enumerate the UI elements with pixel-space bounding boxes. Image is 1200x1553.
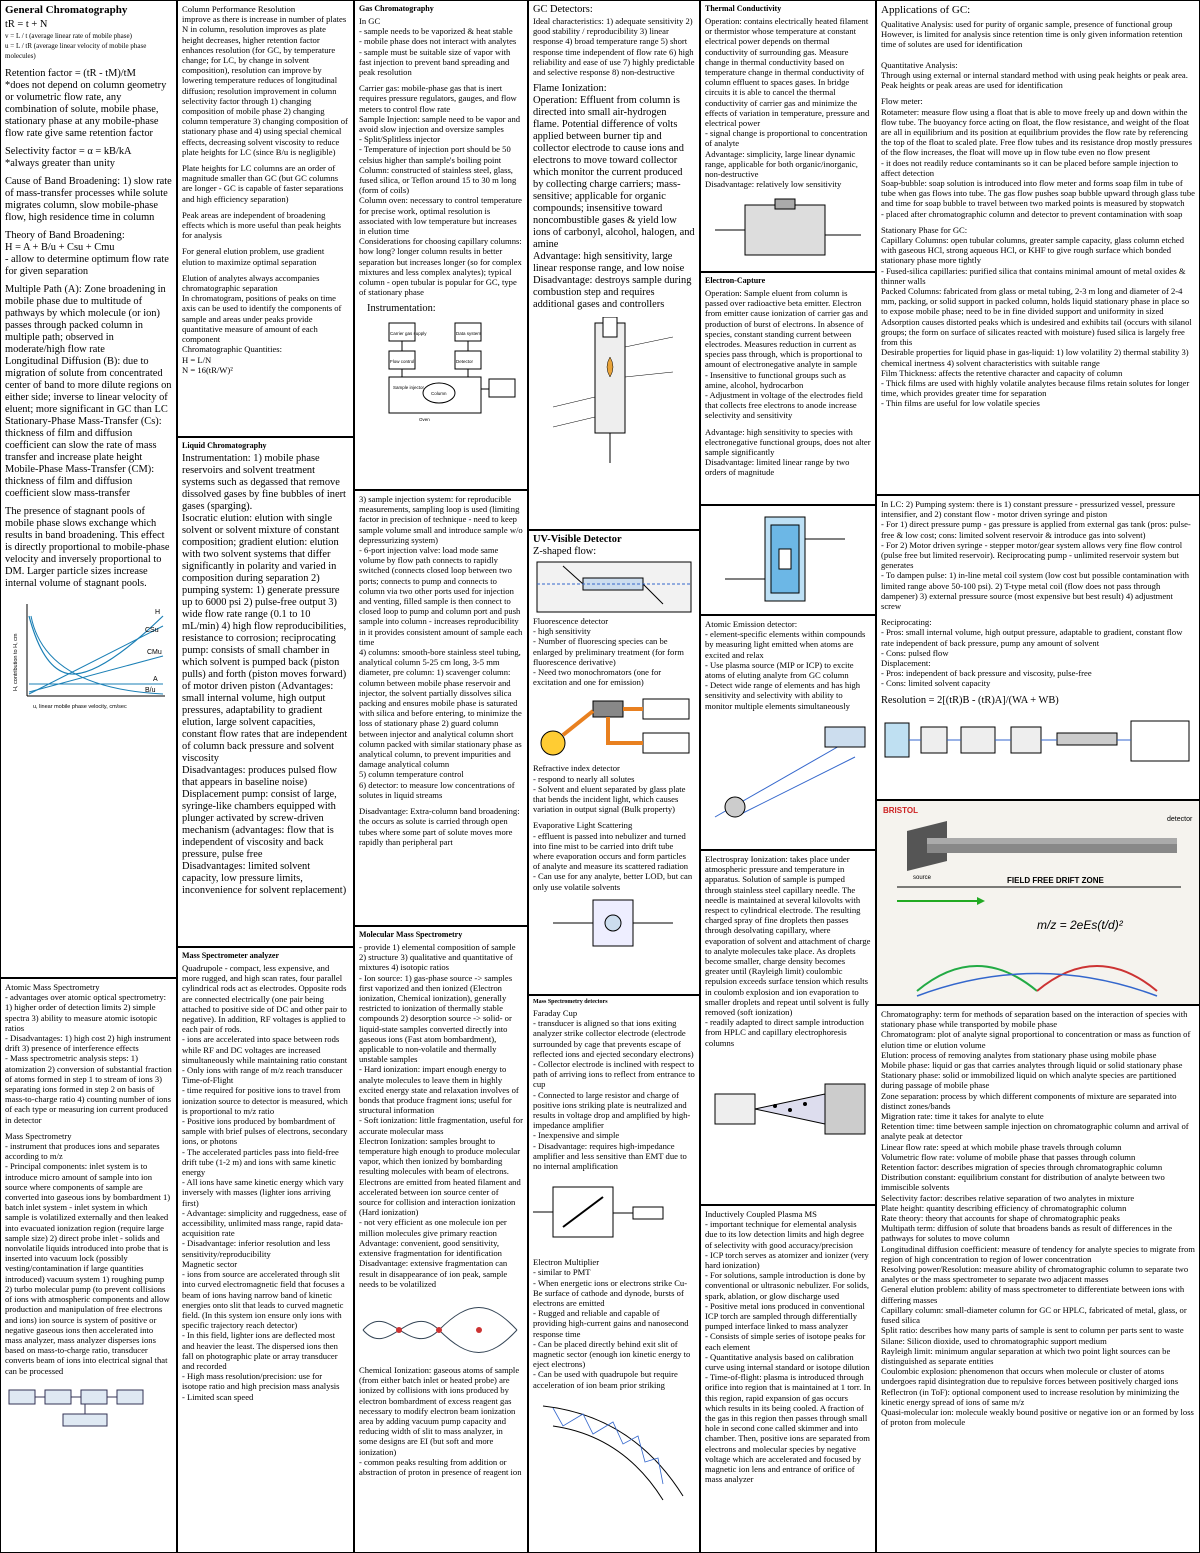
stationary-phase-text: Stationary Phase for GC: Capillary Columns: open tubular columns, greater sample capacity, glass column etched with gaseous HCl, strong aqueous HCl, or KHF to give rough surface which bonded stationary phase more tightly - Fused-silica capillaries: purified silica that contains minimal amount of metal oxides & thinner walls Packed Columns: fabricated from glass or metal tubing, 2-3 m long and diameter of 2-4 mm, packing, or solid support in packed column, holds liquid stationary phase in place so to expose mobile phase; need to be in fine divided support and uniformity in sized Adsorption causes distorted peaks which is undesired and exhibits tail (occurs with silanol groups; the form on surface of silicates reacted with moisture) fused silica is largely free from this Desirable properties for liquid phase in gas-liquid: 1) low volatility 2) thermal stability 3) chemical inertness 4) solvent characteristics with suitable range Film Thickness: affects the retentive character and capacity of column - Thick films are used with highly volatile analytes because films retain solutes for longer time, which provides greater time for separation - Thin films are useful for low volatile species [881,224,1192,409]
uv-detector-subtitle: Z-shaped flow: [533,546,597,557]
glossary-text: Chromatography: term for methods of separation based on the interaction of species with stationary phase while transported by mobile phase Chromatogram: plot of analyte signal proportional to concentration or mass as function of elution time or elution volume Elution: process of removing analytes from stationary phase using mobile phase Mobile phase: liquid or gas that carries analytes through liquid or solid stationary phase Stationary phase: solid or immobilized liquid on which analyte species are partitioned during passage of mobile phase Zone separation: process by which different components of mixture are separated into distinct zones/bands Migration rate: time it takes for analyte to elute Retention time: time between sample injection on chromatographic column and arrival of analyte peak at detector Linear flow rate: speed at which mobile phase travels through column Volumetric flow rate: volume of mobile phase that passes through column Retention factor: describes migration of species through chromatographic column Distribution constant: equilibrium constant for distribution of analyte between two immiscible solvents Selectivity factor: describes relative separation of two analytes in mixture Plate height: quantity describing efficiency of chromatographic column Rate theory: theory that accounts for shape of chromatographic peaks Multipath term: diffusion of solute that broadens bands as result of differences in the pathways for solutes to move column Longitudinal diffusion coefficient: measure of tendency for analyte species to migrate from region of high concentration to region of lower concentration Resolving power/Resolution: measure ability of chromatographic column to separate two analytes or the mass spectrometer to separate two adjacent masses General elution problem: ability of mass spectrometer to differentiate between ions with differing masses Capillary column: small-diameter column for GC or HPLC, fabricated of metal, glass, or fused silica Split ratio: describes how many parts of sample is sent to column per parts sent to waste Silane: Silicon dioxide, used to chromatographic support medium Rayleigh limit: minimum angular separation at which two point light sources can be distinguished as separate entities Coulombic explosion: phenomenon that occurs when molecule or cluster of atoms undergoes rapid disintegration due to repulsive forces between positively charged ions Reflectron (in ToF): optional component used to increase resolution by minimizing the kinetic energy spread of ions of same m/z Quasi-molecular ion: molecule weakly bound positive or negative ion or an formed by loss of proton from molecule [881,1009,1195,1428]
eq-line-1: tR = t + N [5,19,48,30]
thermal-conductivity-title: Thermal Conductivity [705,4,782,13]
fluorescence-text: Fluorescence detector - high sensitivity - Number of fluorescing species can be enlarged by preliminary treatment (for form fluorescence derivative) - Need two monochromators (one for excitation and one for emission) [533,616,684,688]
gc-diagram-column: Column [431,391,447,397]
lc-flow-schematic [881,713,1195,773]
tof-drift-figure [877,801,1200,1005]
gc-diagram-flow: Flow control [390,359,415,365]
retention-factor-text: Retention factor = (tR - tM)/tM *does not depend on column geometry or volumetric flow rate, any combination of solute, mobile phase, stationary phase at any mobile-phase flow rate give same retention factor [5,67,167,139]
column-performance-panel [177,0,354,437]
atomic-ms-text: Atomic Mass Spectrometry - advantages over atomic optical spectrometry: 1) higher order of detection limits 2) simple spectra 3) ability to measure atomic isotopic ratios - Disadvantages: 1) high cost 2) high instrument drift 3) presence of interference effects - Mass spectrometric analysis steps: 1) atomization 2) conversion of substantial fraction of atoms formed in step 1 to stream of ions 3) separating ions formed in step 2 on basis of mass-to-charge ratio 4) counting number of ions of each type or measuring ion current produced in detector [5,982,172,1125]
refractive-index-text: Refractive index detector - respond to nearly all solutes - Solvent and eluent separated by glass plate that bends the incident light, which causes variation in output signal (Bulk property) [533,763,686,815]
band-broadening-theory: Theory of Band Broadening: H = A + B/u + Csu + Cmu - allow to determine optimum flow rate for given separation [5,229,169,277]
faraday-cup-diagram [533,1177,695,1257]
lc-disadvantage-text: Disadvantage: Extra-column band broadening: the occurs as solute is carried through open tubes where some part of solute moves more rapidly than peripheral part [359,806,520,847]
vd-label-csu: CSu [145,626,159,634]
electrospray-text: Electrospray Ionization: takes place under atmospheric pressure and temperature in apparatus. Solution of sample is pumped through stainless steel capillary needle. The needle is maintained at several kilovolts with respect to cylindrical electrode. The resulting charged spray of fine droplets then passes through desolvating capillary, where evaporation of solvent and attachment of charge to analyte molecules take place. As droplets become smaller, charge density becomes greater until (Rayleigh limit) coulombic repulsion exceeds surface tension which results in coulomb explosion and ion evaporation to smaller droplets and repeat until solvent is fully removed (soft ionization) - readily adapted to direct sample introduction from HPLC and capillary electrophoresis columns [705,854,871,1048]
general-chromatography-title: General Chromatography [5,4,128,16]
lc-pumping-text: In LC: 2) Pumping system: there is 1) constant pressure - pressurized vessel, pressure intensifier, and 2) constant flow - motor driven syringe and piston - For 1) direct pressure pump - gas pressure is applied from external gas tank (pros: pulse-free & low cost; cons: limited solvent reservoir & introduce gas into solvent) - For 2) Motor driven syringe - stepper motor/gear system allows very fine flow control (pulse free but limited reservoir). Reciprocating pump - unlimited reservoir system but generates - To dampen pulse: 1) in-line metal coil system (low cost but possible contamination with limited range above 50-100 psi). 2) T-type metal coil (flow does not pass through dampener) 3) external pressure source (most expensive but best result) 4) adjustment screw [881,499,1191,612]
gc-instrument-diagram [359,317,523,427]
molecular-ms-title: Molecular Mass Spectrometry [359,930,463,939]
vd-label-bu: B/u [145,686,156,694]
band-broadening-cause: Cause of Band Broadening: 1) slow rate of mass-transfer processes while solute migrates column, slow mobile-phase flow, high residence time in column [5,175,172,223]
ms-detectors-title: Mass Spectrometry detectors [533,999,608,1005]
gc-applications-title: Applications of GC: [881,4,971,16]
mass-analyzer-text: Quadrupole - compact, less expensive, and more rugged, and high scan rates, four parallel cylindrical rods act as electrodes. Opposite rods are connected electrically (one pair being attached to positive side of DC and other pair to negative). In addition, RF voltages is applied to each pair of rods. - ions are accelerated into space between rods while RF and DC voltages are increased simultaneously while maintaining ratio constant - Only ions with range of m/z reach transducer Time-of-Flight - time required for positive ions to travel from ionization source to detector is measured, which is proportional to m/z ratio - Positive ions produced by bombardment of sample with brief pulses of electrons, secondary ions, or photons - The accelerated particles pass into field-free drift tube (1-2 m) and ions with same kinetic energy - All ions have same kinetic energy which vary inversely with masses (lighter ions arriving first) - Advantage: simplicity and ruggedness, ease of accessibility, unlimited mass range, rapid data-acquisition rate - Disadvantage: inferior resolution and less sensitivity/reproducibility Magnetic sector - ions from source are accelerated through slit into curved electromagnetic field that focuses a beam of ions having narrow band of kinetic energies onto slit that leads to curved magnetic field. (In this system ion ensure only ions with specific trajectory reach detector) - In this field, lighter ions are deflected most and heavier the least. The dispersed ions then fall on photographic plate or array transducer and recorded - High mass resolution/precision: use for isotope ratio and high precision mass analysis - Limited scan speed [182,963,348,1402]
gradient-elution-text: For general elution problem, use gradient elution to maximize optimal separation [182,246,325,267]
uv-detector-panel [528,530,700,995]
glossary-panel [876,1005,1200,1553]
ms-detectors-panel [528,995,700,1553]
fid-diagram [533,317,695,467]
electron-capture-adv-text: Advantage: high sensitivity to species with electronegative functional groups, does not alter sample significantly Disadvantage: limited linear range by two orders of magnitude [705,426,871,478]
mass-analyzer-panel [177,947,354,1553]
esi-diagram [705,1054,871,1174]
gc-applications-text: Qualitative Analysis: used for purity of organic sample, presence of functional group However, is limited for analysis since retention time is only given information retention time of solutes are used for identification Quantitative Analysis: Through using external or internal standard method with using peak heights or peak area. Peak heights or peak areas are used for identification [881,19,1188,91]
faraday-cup-text: Faraday Cup - transducer is aligned so that ions exiting analyzer strike collector electrode (electrode surrounded by cage that prevents escape of reflected ions and ejected secondary electrons) - Collector electrode is inclined with respect to path of arriving ions to reflect from entrance to cup - Connected to large resistor and charge of positive ions striking plate is neutralized and results in voltage drop and amplified by high-impedance amplifier - Inexpensive and simple - Disadvantage: requires high-impedance amplifier and less sensitive than EMT due to no internal amplification [533,1008,695,1172]
vd-label-a: A [153,675,158,683]
vd-xlabel: u, linear mobile phase velocity, cm/sec [33,703,127,710]
liquid-chromatography-panel [177,437,354,947]
selectivity-text: Selectivity factor = α = kB/kA *always greater than unity [5,145,132,169]
vd-ylabel: H, contribution to H, cm [13,633,19,691]
molecular-ms-text: - provide 1) elemental composition of sample 2) structure 3) qualitative and quantitative of mixtures 4) isotopic ratios - Ion source: 1) gas-phase source -> samples first vaporized and then ionized (Electron ionization, Chemical ionization), generally restricted to ionization of thermally stable compounds 2) desorption source -> solid- or liquid-state samples converted directly into gaseous ions (Fast atom bombardment), applicable to non-volatile and thermally unstable samples - Hard ionization: impart enough energy to analyte molecules to leave them in highly excited energy state and relaxation involves of bonds that produce fragment ions; useful for structural information - Soft ionization: little fragmentation, useful for accurate molecular mass Electron Ionization: samples brought to temperature high enough to produce molecular vapor, which then ionized by bombarding resulting molecules with beam of electrons. Electrons are emitted from heated filament and accelerated between ion source center of source for collision and interaction ionization (Hard ionization) - not very efficient as one molecule ion per million molecules give primary reaction Advantage: convenient, good sensitivity, extensive fragmentation for identification Disadvantage: extensive fragmentation can result in disappearance of ion peak, sample needs to be volatilized [359,942,523,1289]
uv-detector-title: UV-Visible Detector [533,534,622,545]
gc-diagram-data: Data system [456,331,482,337]
stagnant-pools-text: The presence of stagnant pools of mobile phase slows exchange which results in band broadening. This effect is directly proportional to mobile-phase velocity and inversely proportional to DM. Larger particle sizes increase internal volume of stagnant pools. [5,505,170,589]
gc-detectors-text: Ideal characteristics: 1) adequate sensitivity 2) good stability / reproducibility 3) linear response 4) broad temperature range 5) short response time independent of flow rate 6) high reliability and ease of use 7) highly predictable and selective response 8) non-destructive [533,16,695,78]
lc-instrumentation-text: Instrumentation: 1) mobile phase reservoirs and solvent treatment systems such as degassed that remove dissolved gases by fine bubbles of inert gases (sparging). Isocratic elution: elution with single solvent or solvent mixture of constant composition; gradient elution: elution with two solvent systems that differ significantly in polarity and varied in composition during separation 2) pumping system: 1) generate pressure up to 6000 psi 2) pulse-free output 3) wide flow rate range (0.1 to 10 mL/min) 4) high flow reproducibilities, resistance to corrosion; reciprocating pump: consists of small chamber in which solvent is pumped back (piston pulls) and forth (piston moves forward) of motor driven piston (Advantages: small internal volume, high output pressures, adaptability to gradient elution, large solvent capacities, constant flow rates that are independent of column back pressure and solvent viscosity Disadvantages: produces pulsed flow that appears in baseline noise) Displacement pump: consist of large, syringe-like chambers equipped with plunger activated by screw-driven mechanism (advantages: flow that is independent of viscosity and back pressure, pulse free Disadvantages: limited solvent capacity, low pressure limits, inconvenience for solvent replacement) [182,453,348,896]
lc-pumps-panel [876,495,1200,800]
ec-figure-panel [700,505,876,615]
tof-figure-panel [876,800,1200,1005]
van-deemter-plot [5,596,171,716]
mass-spectrometry-text: Mass Spectrometry - instrument that produces ions and separates according to m/z - Principal components: inlet system is to introduce micro amount of sample into ion source where components of sample are converted into gaseous ions by bombardment 1) batch inlet system - inlet system in which sample is volatilized externally and then leaked into evacuated ionization region (require large sample size) 2) direct probe inlet - solids and nonvolatile liquids introduced into probe that is inserted into vacuum lock (possibly vesting/contamination if large quantities introduced) vacuum system 1) roughing pump 2) turbo molecular pump (to prevent collisions of ions with atmospheric components and allow production and manipulation of free electrons and ions) ion source is system of positive or negative gaseous ions then accelerated into mass analyzer, mass analyzer disperses ions based on mass-to-charge ratio, transducer converts beam of ions into electrical signal that can be processed [5,1130,171,1376]
atomic-emission-text: Atomic Emission detector: - element-specific elements within compounds by measuring light emitted when atoms are excited and relax - Use plasma source (MIP or ICP) to excite atoms of eluting analyte from GC column - Detect wide range of elements and has high sensitivity and selectivity with ability to monitor multiple elements simultaneously [705,619,866,711]
eq-line-3: u = L / tR (average linear velocity of mobile phase molecules) [5,42,147,61]
electron-multiplier-diagram [533,1396,695,1506]
flame-ionization-text: Operation: Effluent from column is directed into small air-hydrogen flame. Potential difference of volts applied between burner tip and collector electrode to cause ions and electrons to move toward collector which monitor the current produced by collecting charge carriers; mass-sensitive; applicable for organic compounds; insensitive toward noncombustible gases & yield low ions of carbonyl, alcohol, halogen, and amine Advantage: high sensitivity, large linear response range, and low noise Disadvantage: destroys sample during combustion step and requires additional gases and controllers [533,95,695,311]
flow-meter-text: Flow meter: Rotameter: measure flow using a float that is able to move freely up and down within the flow tube. The buoyancy force acting on float, the flow resistance, and weight of the float are all in equilibrium and its position at equilibrium provides the flow rate by referencing the top of the float to scaled plate. Free flow tubes and its resistance drop mostly pressures of the flow increases, the float will move up in flow tube even no flow present - it does not readily reduce contaminants so it can be placed before sample injection to affect detection Soap-bubble: soap solution is introduced into flow meter and forms soap film in tube of tube when gas flows into tube. The gas flow pushes soap bubble upward through glass tube and time for soap bubble to travel between two marked points is measured by stopwatch - placed after chromatographic column and detector to prevent contamination with soap [881,96,1195,219]
reciprocating-text: Reciprocating: - Pros: small internal volume, high output pressure, adaptable to gradient, constant flow rate independent of back pressure, pump any amount of solvent - Cons: pulsed flow Displacement: - Pros: independent of back pressure and viscosity, pulse-free - Cons: limited solvent capacity [881,617,1183,689]
thermal-conductivity-text: Operation: contains electrically heated filament or thermistor whose temperature at constant electrical power depends on thermal conductivity of surrounding gas. Measure change in thermal conductivity based on temperature change in thermal conductivity of column effluent to spaces gases. In bridge circuits it is able to cancel the thermal conductivity of carrier gas and minimize the effects of variation in temperature, pressure and electrical power - signal change is proportional to concentration of analyte Advantage: simplicity, large linear dynamic range, applicable for both organic/inorganic, non-destructive Disadvantage: relatively low sensitivity [705,16,870,190]
molecular-ms-panel [354,926,528,1553]
icp-ms-panel [700,1205,876,1553]
electron-capture-text: Operation: Sample eluent from column is passed over radioactive beta emitter. Electron from emitter cause ionization of carrier gas and production of burst of electrons. In absence of species, constant standing current between electrodes. Measures reduction in current as species pass through, which is proportional to amount of electronegative analyte in sample - Insensitive to functional groups such as amine, alcohol, hydrocarbon - Adjustment in voltage of the electrodes field that collects free electrons to anode increase selectivity and sensitivity [705,288,868,421]
ecd-cell-diagram [705,509,871,609]
mass-analyzer-title: Mass Spectrometer analyzer [182,951,280,960]
esi-panel [700,850,876,1205]
icp-ms-text: Inductively Coupled Plasma MS - important technique for elemental analysis due to its low detection limits and high degree of selectivity with good accuracy/precision - ICP torch serves as atomizer and ionizer (very hard ionization) - For solutions, sample introduction is done by conventional or ultrasonic nebulizer. For solids, spark, ablation, or glow discharge used - Positive metal ions produced in conventional ICP torch are sampled through differentially pumped interface linked to mass analyzer - Consists of simple series of isotope peaks for each element - Quantitative analysis based on calibration curve using internal standard or isotope dilution - Time-of-flight: plasma is introduced through orifice into region that is maintained at 1 torr. In this region, rapid expansion of gas occurs which results in its being cooled. A fraction of the gas in this region then passes through small hole in second cone called skimmer and into chamber. Then, positive ions are separated from electrons and molecular species by negative voltage which are accelerated and focused by magnetic ion lens and entrance of orifice of mass analyzer [705,1209,871,1485]
atomic-emission-panel [700,615,876,850]
z-flow-cell-diagram [533,558,695,616]
tof-bristol-label: BRISTOL [883,806,918,815]
atomic-ms-panel [0,978,177,1553]
lc-sample-text: 3) sample injection system: for reproducible measurements, sampling loop is used (limiting factor in precision of technique - need to keep sample volume small and introduce sample w/o depressurizing system) - 6-port injection valve: load mode same volume by flow path connects to rapidly switched (connects closed loop between two ports; connects to pump and connects to column via two other ports used for injection and venting, filled sample is then connect to closed loop to pump and column port and push sample into column - increases reproducibility in it provides consistent amount of sample each time 4) columns: smooth-bore stainless steel tubing, analytical column 5-25 cm long, 3-5 mm diameter, pre column: 1) scavenger column: column between mobile phase reservoir and injector, the solvent partially dissolves silica packing and ensures mobile phase is saturated with silica and before entering, to minimize the loss of stationary phase 2) guard column between injector and analytical column short column packed with similar stationary phase as analytical column, to prevent impurities and damage analytical column 5) column temperature control 6) detector: to measure low concentrations of solutes in liquid streams [359,494,523,800]
els-diagram [533,898,695,948]
ms-ion-trajectory-figure [359,1295,521,1365]
vd-label-h: H [155,608,161,616]
gc-text: In GC - sample needs to be vaporized & heat stable - mobile phase does not interact with analytes - sample must be suitable size of vapor with fast injection to prevent band spreading and peak resolution [359,16,517,78]
lc-sample-panel [354,490,528,926]
fluorescence-diagram [533,693,695,763]
multipath-text: Multiple Path (A): Zone broadening in mobile phase due to multitude of pathways by which molecule (or ion) passes through packed column in multiple path; observed in moderate/high flow rate Longitudinal Diffusion (B): due to migration of solute from concentrated center of band to more dilute regions on either side; inverse to linear velocity of eluent; more significant in GC than LC Stationary-Phase Mass-Transfer (Cs): thickness of film and diffusion coefficient can slow the rate of mass transfer and increase plate height Mobile-Phase Mass-Transfer (CM): thickness of film and diffusion coefficient slow mass-transfer [5,283,172,499]
vd-label-cmu: CMu [147,648,162,656]
plate-height-text: Plate heights for LC columns are an order of magnitude smaller than GC (but GC columns are longer - GC is capable of faster separations and high efficiency separation) [182,163,344,204]
gc-carrier-text: Carrier gas: mobile-phase gas that is inert requires pressure regulators, gauges, and flow meters to control flow rate Sample Injection: sample need to be vapor and avoid slow injection and oversize samples - Split/Splitless injector - Temperature of injection port should be 50 celsius higher than sample's boiling point Column: constructed of stainless steel, glass, fused silica, or Teflon around 15 to 30 m long (form of coils) Column oven: necessary to control temperature for precise work, optimal resolution is associated with low temperature but increases in elution time Considerations for choosing capillary columns: how long? longer column results in better separation but increases longer (so for complex mixtures and less complex analytes); typical column - open tubular is popular for GC, type of stationary phase [359,83,522,298]
electron-capture-title: Electron-Capture [705,276,766,285]
gc-diagram-injector: Sample injector [393,385,425,391]
gc-detectors-panel [528,0,700,530]
ms-block-diagram [5,1382,171,1432]
evaporative-light-text: Evaporative Light Scattering - effluent is passed into nebulizer and turned into fine mist to be carried into drift tube where evaporation occurs and form particles of analyte and measure its scattered radiation - Can use for any analyte, better LOD, but can only use volatile solvents [533,820,693,892]
tof-detector-label: detector [1167,816,1193,823]
gas-chromatography-panel [354,0,528,490]
column-performance-text: Column Performance Resolution improve as there is increase in number of plates N in column, resolution improves as plate height decreases, higher retention factor enhances resolution (for GC, by temperature change; for LC, by change in solvent composition), resolution can improve by lowering temperature reduces of longitudinal diffusion; resolution improvement in column selectivity factor through 1) changing composition of mobile phase 2) changing column temperature 3) changing composition of stationary phase and 4) using special chemical effects, decreasing solvent viscosity to reduce plate heights for LC (since B/u is negligible) [182,4,348,157]
peak-area-text: Peak areas are independent of broadening effects which is more useful than peak heights for analysis [182,209,342,241]
general-chromatography-panel [0,0,177,978]
gc-title: Gas Chromatography [359,4,434,13]
gc-diagram-oven: Oven [419,417,430,423]
resolution-equation: Resolution = 2[(tR)B - (tR)A]/(WA + WB) [881,694,1059,706]
gc-instrumentation-label: Instrumentation: [367,303,436,315]
gc-diagram-carrier: Carrier gas supply [390,331,427,337]
gc-diagram-detector: Detector [456,359,474,365]
electron-capture-panel [700,272,876,505]
tof-equation: m/z = 2eEs(t/d)² [1037,918,1123,932]
elution-text: Elution of analytes always accompanies chromatographic separation In chromatogram, positions of peaks on time axis can be used to identify the components of sample and areas under peaks provide quantitative measure of amount of each component Chromatographic Quantities: H = L/N N = 16(tR/W)² [182,272,342,375]
thermal-conductivity-panel [700,0,876,272]
gc-applications-panel [876,0,1200,495]
tof-source-label: source [913,875,932,881]
tof-drift-label: FIELD FREE DRIFT ZONE [1007,876,1104,885]
eq-line-2: v = L / t (average linear rate of mobile phase) [5,32,132,40]
flame-ionization-title: Flame Ionization: [533,83,607,95]
aed-diagram [705,717,871,827]
tcd-diagram [705,195,871,265]
liquid-chromatography-title: Liquid Chromatography [182,441,267,450]
electron-multiplier-text: Electron Multiplier - similar to PMT - When energetic ions or electrons strike Cu-Be surface of cathode and dynode, bursts of electrons are emitted - Rugged and reliable and capable of providing high-current gains and nanosecond response time - Can be placed directly behind exit slit of magnetic sector (enough ion kinetic energy to eject electrons) - Can be used with quadrupole but require acceleration of ion beam prior striking [533,1257,691,1390]
chemical-ionization-text: Chemical Ionization: gaseous atoms of sample (from either batch inlet or heated probe) are ionized by collisions with ions produced by electron bombardment of excess reagent gas necessary to modify electron beam ionization area by adding vacuum pump capacity and reducing width of slit to mass analyzer, in some designs are EI (but soft and more ionization) - common peaks resulting from addition or abstraction of proton in presence of reagent ion [359,1364,522,1477]
gc-detectors-title: GC Detectors: [533,4,593,15]
